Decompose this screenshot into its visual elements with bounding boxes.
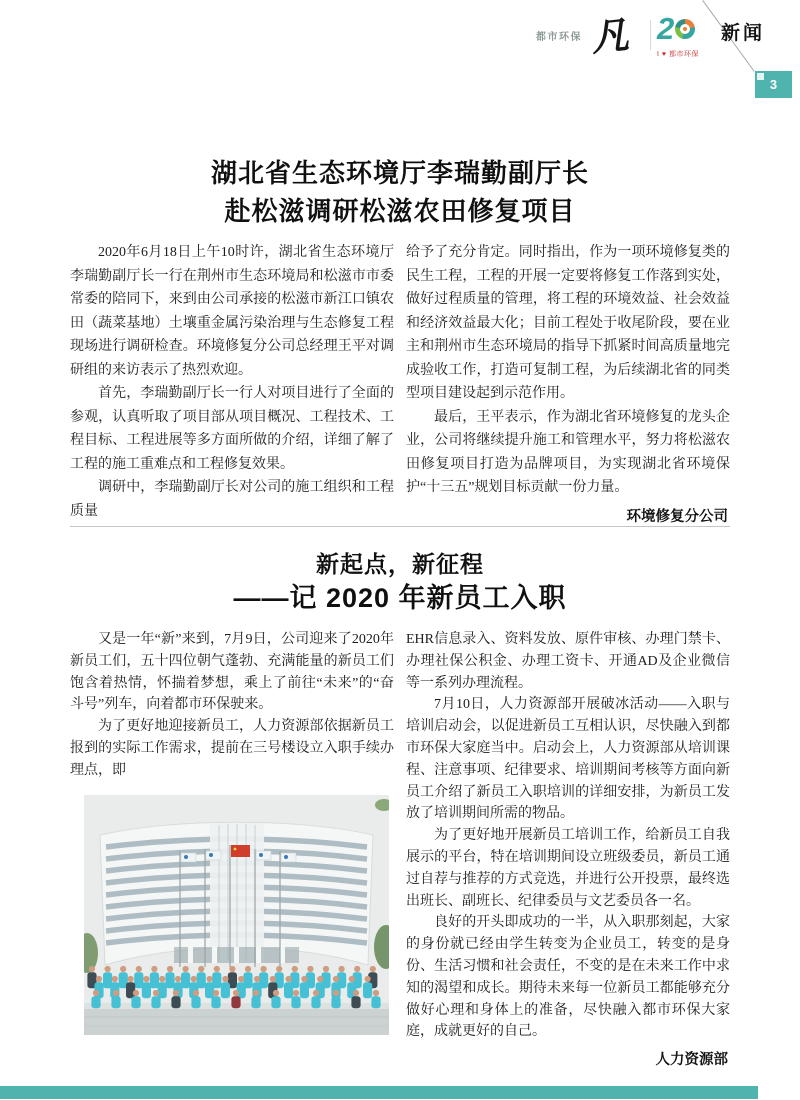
anniversary-digit: 2 <box>657 11 675 46</box>
article2-right-column <box>406 629 730 1069</box>
article-divider <box>70 526 730 527</box>
article2-body <box>70 629 730 1069</box>
anniversary-tagline: I ♥ 都市环保 <box>657 51 699 58</box>
paragraph: 最后，王平表示，作为湖北省环境修复的龙头企业，公司将继续提升施工和管理水平，努力将松滋农田修复项目打造为品牌项目，为实现湖北省环境保护“十三五”规划目标贡献一份力量。 <box>406 409 730 495</box>
page-number: 3 <box>769 77 778 92</box>
national-flag-icon <box>231 845 250 857</box>
footer-accent-bar <box>0 1086 758 1099</box>
header-divider <box>650 20 651 50</box>
article1-body <box>70 241 730 526</box>
anniversary-ring-icon <box>675 19 695 39</box>
section-label: 新闻 <box>721 23 766 44</box>
paragraph: 2020年6月18日上午10时许，湖北省生态环境厅李瑞勤副厅长一行在荆州市生态环境局和松滋市市委常委的陪同下，来到由公司承接的松滋市新江口镇农田（蔬菜基地）土壤重金属污染治理与生态修复工程现场进行调研检查。环境修复分公司总经理王平对调研组的来访表示了热烈欢迎。 <box>70 245 394 378</box>
article2-title-line2: ——记 2020 年新员工入职 <box>233 583 567 613</box>
paragraph: 又是一年“新”来到，7月9日，公司迎来了2020年新员工们，五十四位朝气蓬勃、充满能量的新员工们饱含着热情，怀揣着梦想，乘上了前往“未来”的“奋斗号”列车，向着都市环保驶来。 <box>70 632 394 713</box>
article2-left-column <box>70 629 394 1069</box>
article1-title-line1: 湖北省生态环境厅李瑞勤副厅长 <box>210 158 589 188</box>
paragraph: EHR信息录入、资料发放、原件审核、办理门禁卡、办理社保公积金、办理工资卡、开通AD及企业微信等一系列办理流程。 <box>406 632 730 691</box>
article1-left-column <box>70 241 394 526</box>
article2-title-line1: 新起点，新征程 <box>316 551 484 577</box>
paragraph: 调研中，李瑞勤副厅长对公司的施工组织和工程质量 <box>70 480 394 519</box>
anniversary-20-logo <box>657 13 695 44</box>
paragraph: 良好的开头即成功的一半，从入职那刻起，大家的身份就已经由学生转变为企业员工，转变的是身份、生活习惯和社会责任，不变的是在未来工作中求知的渴望和成长。期待未来每一位新员工都能够充分做好心理和身体上的准备，尽快融入都市环保大家庭，成就更好的自己。 <box>406 915 730 1040</box>
brand-calligraphy-icon: 凡 <box>589 12 631 60</box>
paragraph: 首先，李瑞勤副厅长一行人对项目进行了全面的参观，认真听取了项目部从项目概况、工程技术、工程目标、工程进展等多方面所做的介绍，详细了解了工程的施工重难点和工程修复效果。 <box>70 386 394 472</box>
article1-title-line2: 赴松滋调研松滋农田修复项目 <box>224 196 576 226</box>
group-photo <box>84 795 389 1035</box>
paragraph: 为了更好地迎接新员工，人力资源部依据新员工报到的实际工作需求，提前在三号楼设立入职手续办理点，即 <box>70 719 394 778</box>
article2-signature: 人力资源部 <box>655 1052 728 1069</box>
page-number-tab <box>755 71 792 98</box>
article1-right-column <box>406 241 730 526</box>
article1-signature: 环境修复分公司 <box>626 508 728 525</box>
paragraph: 7月10日，人力资源部开展破冰活动——入职与培训启动会，以促进新员工互相认识，尽快融入到都市环保大家庭当中。启动会上，人力资源部从培训课程、注意事项、纪律要求、培训期间考核等方面向新员工介绍了新员工入职培训的详细安排，为新员工发放了培训期间所需的物品。 <box>406 697 730 822</box>
brand-text: 都市环保 <box>536 32 582 43</box>
paragraph: 给予了充分肯定。同时指出，作为一项环境修复类的民生工程，工程的开展一定要将修复工作落到实处，做好过程质量的管理，将工程的环境效益、社会效益和经济效益最大化；目前工程处于收尾阶段，要在业主和荆州市生态环境局的指导下抓紧时间高质量地完成验收工作，打造可复制工程，为后续湖北省的同类型项目建设起到示范作用。 <box>406 245 730 401</box>
paragraph: 为了更好地开展新员工培训工作，给新员工自我展示的平台，特在培训期间设立班级委员，新员工通过自荐与推荐的方式竞选，并进行公开投票，最终选出班长、副班长、纪律委员与文艺委员各一名。 <box>406 828 730 909</box>
